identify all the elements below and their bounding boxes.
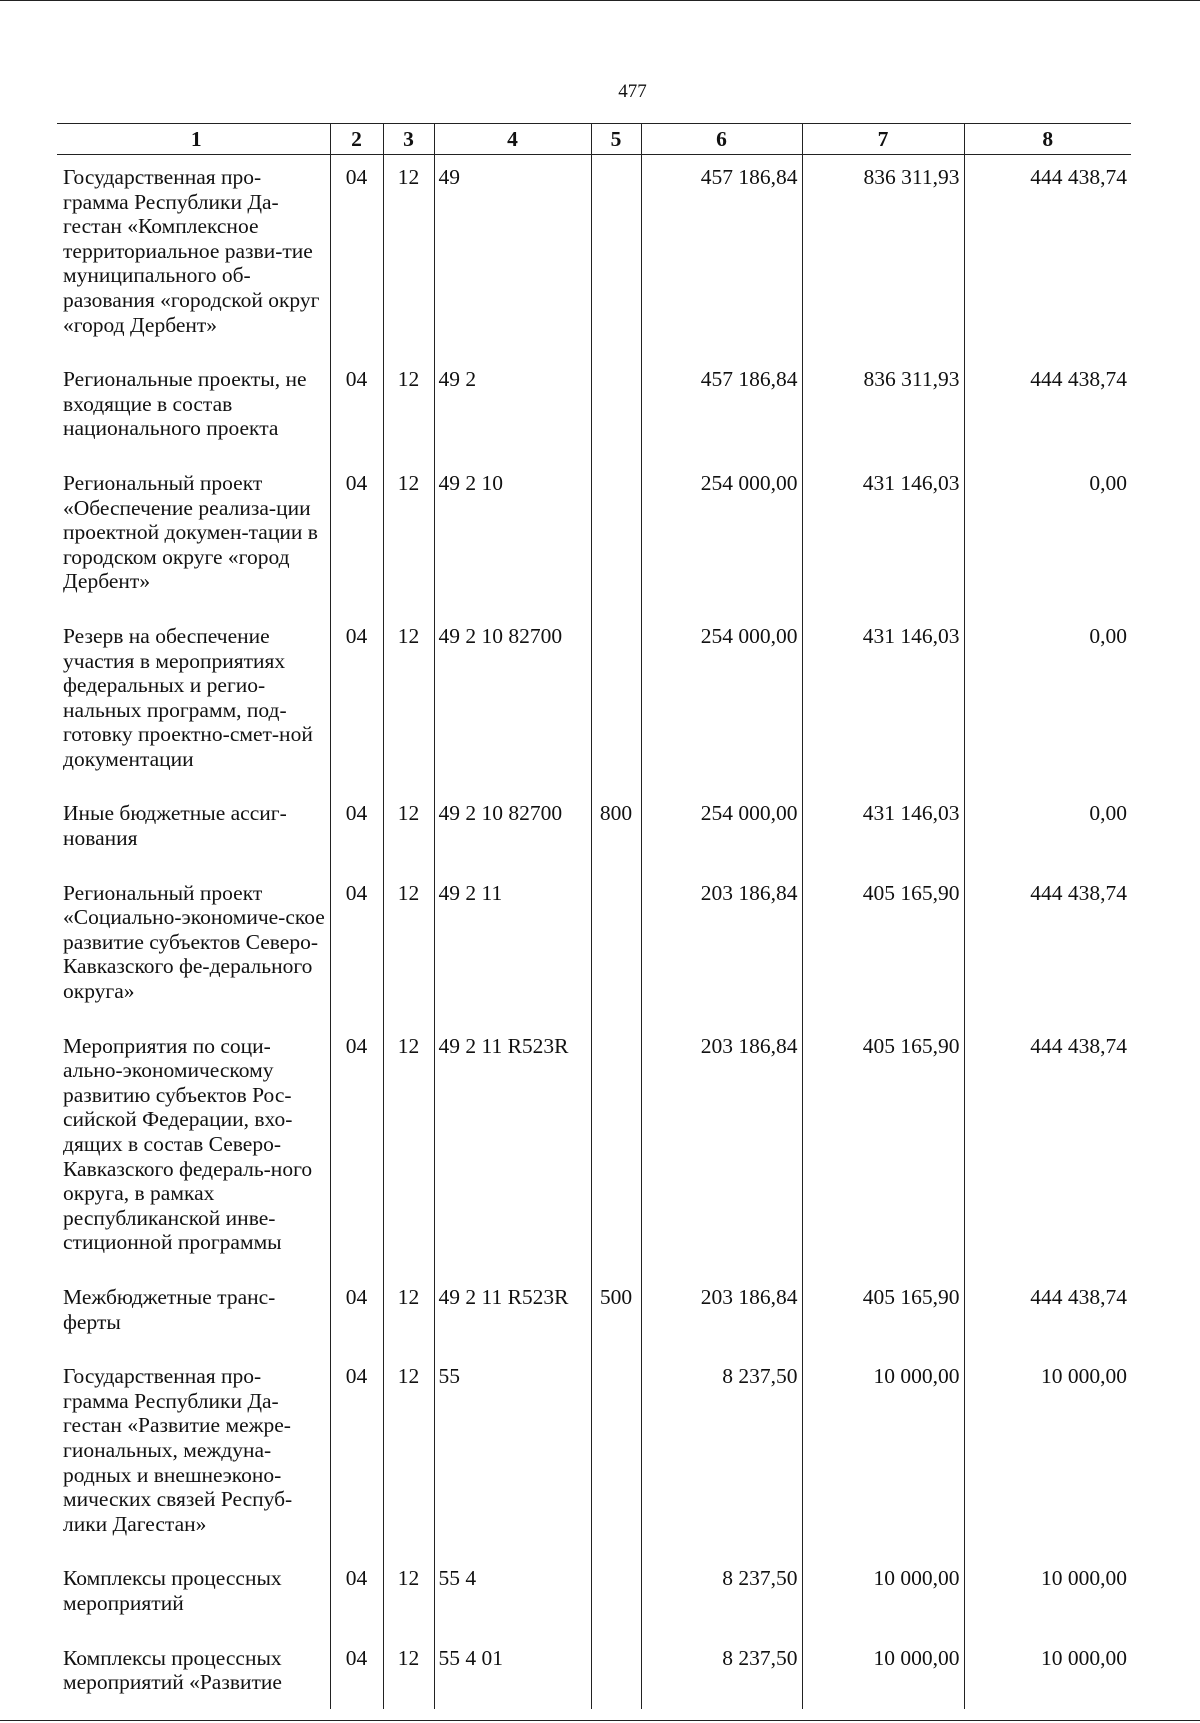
- cell-amount-7: 431 146,03: [802, 791, 964, 870]
- row-name: Региональный проект «Обеспечение реализа-ции проектной докумен-тации в городском округе «город Дербент»: [63, 470, 318, 594]
- cell-target-code: 49 2 10 82700: [434, 614, 591, 792]
- cell-target-code: 49 2 11 R523R: [434, 1275, 591, 1354]
- page-bottom-edge: [0, 1720, 1200, 1721]
- row-name: Региональный проект «Социально-экономиче-ское развитие субъектов Северо-Кавказского фе-дерального округа»: [63, 880, 325, 1004]
- cell-expense-type: 800: [591, 791, 641, 870]
- row-name: Межбюджетные транс-ферты: [63, 1284, 276, 1334]
- row-name: Региональные проекты, не входящие в состав национального проекта: [63, 367, 307, 441]
- cell-amount-8: 0,00: [964, 461, 1131, 614]
- table-row: [57, 1275, 1131, 1354]
- cell-amount-6: 254 000,00: [641, 791, 802, 870]
- column-header: 7: [802, 124, 964, 155]
- cell-subsection: 12: [383, 1556, 434, 1635]
- column-header: 3: [383, 124, 434, 155]
- table-header-row: [57, 124, 1131, 155]
- cell-amount-8: 444 438,74: [964, 155, 1131, 358]
- column-header: 1: [57, 124, 330, 155]
- cell-target-code: 55 4 01: [434, 1636, 591, 1709]
- cell-amount-8: 444 438,74: [964, 1275, 1131, 1354]
- row-name: Государственная про-грамма Республики Да-гестан «Развитие межре-гиональных, междуна-родных и внешнеэконо-мических связей Респуб-лики Дагестан»: [63, 1364, 293, 1536]
- cell-expense-type: [591, 1354, 641, 1556]
- cell-subsection: 12: [383, 871, 434, 1024]
- cell-amount-8: 444 438,74: [964, 1024, 1131, 1275]
- column-header: 2: [330, 124, 383, 155]
- cell-amount-6: 8 237,50: [641, 1354, 802, 1556]
- cell-amount-6: 203 186,84: [641, 1024, 802, 1275]
- cell-amount-6: 203 186,84: [641, 871, 802, 1024]
- cell-subsection: 12: [383, 1275, 434, 1354]
- row-name: Комплексы процессных мероприятий: [63, 1566, 282, 1615]
- cell-expense-type: [591, 357, 641, 461]
- cell-amount-6: 8 237,50: [641, 1636, 802, 1709]
- table-row: [57, 357, 1131, 461]
- cell-subsection: 12: [383, 791, 434, 870]
- table-row: [57, 461, 1131, 614]
- cell-section: 04: [330, 1354, 383, 1556]
- cell-subsection: 12: [383, 1354, 434, 1556]
- cell-target-code: 55 4: [434, 1556, 591, 1635]
- cell-amount-7: 836 311,93: [802, 357, 964, 461]
- table-row: [57, 871, 1131, 1024]
- cell-amount-7: 431 146,03: [802, 614, 964, 792]
- cell-target-code: 49: [434, 155, 591, 358]
- cell-section: 04: [330, 791, 383, 870]
- cell-amount-8: 10 000,00: [964, 1636, 1131, 1709]
- cell-subsection: 12: [383, 461, 434, 614]
- cell-amount-7: 405 165,90: [802, 1275, 964, 1354]
- cell-section: 04: [330, 1275, 383, 1354]
- cell-amount-6: 254 000,00: [641, 461, 802, 614]
- cell-amount-8: 0,00: [964, 614, 1131, 792]
- cell-amount-8: 0,00: [964, 791, 1131, 870]
- cell-section: 04: [330, 357, 383, 461]
- page-number: 477: [618, 81, 647, 102]
- table-row: [57, 791, 1131, 870]
- cell-target-code: 49 2 11: [434, 871, 591, 1024]
- cell-amount-6: 254 000,00: [641, 614, 802, 792]
- column-header: 8: [964, 124, 1131, 155]
- cell-section: 04: [330, 1556, 383, 1635]
- cell-amount-7: 10 000,00: [802, 1354, 964, 1556]
- cell-amount-8: 10 000,00: [964, 1354, 1131, 1556]
- cell-expense-type: [591, 1024, 641, 1275]
- cell-expense-type: 500: [591, 1275, 641, 1354]
- cell-section: 04: [330, 614, 383, 792]
- cell-subsection: 12: [383, 614, 434, 792]
- table-row: [57, 1354, 1131, 1556]
- cell-amount-6: 457 186,84: [641, 155, 802, 358]
- row-name: Резерв на обеспечение участия в мероприятиях федеральных и регио-нальных программ, под-готовку проектно-смет-ной документации: [63, 623, 313, 771]
- cell-expense-type: [591, 871, 641, 1024]
- row-name: Государственная про-грамма Республики Да-гестан «Комплексное территориальное разви-тие муниципального об-разования «городской округ «город Дербент»: [63, 165, 320, 337]
- column-header: 4: [434, 124, 591, 155]
- cell-amount-7: 405 165,90: [802, 871, 964, 1024]
- cell-amount-7: 10 000,00: [802, 1636, 964, 1709]
- row-name: Иные бюджетные ассиг-нования: [63, 801, 287, 851]
- table-row: [57, 1636, 1131, 1709]
- cell-section: 04: [330, 155, 383, 358]
- cell-amount-8: 10 000,00: [964, 1556, 1131, 1635]
- cell-expense-type: [591, 155, 641, 358]
- cell-expense-type: [591, 1636, 641, 1709]
- table-row: [57, 1024, 1131, 1275]
- cell-target-code: 49 2 10 82700: [434, 791, 591, 870]
- cell-section: 04: [330, 1636, 383, 1709]
- page-top-edge: [0, 0, 1200, 1]
- cell-subsection: 12: [383, 1636, 434, 1709]
- cell-subsection: 12: [383, 1024, 434, 1275]
- cell-amount-7: 836 311,93: [802, 155, 964, 358]
- cell-expense-type: [591, 1556, 641, 1635]
- cell-target-code: 49 2 10: [434, 461, 591, 614]
- cell-amount-8: 444 438,74: [964, 871, 1131, 1024]
- cell-subsection: 12: [383, 357, 434, 461]
- cell-section: 04: [330, 871, 383, 1024]
- cell-section: 04: [330, 461, 383, 614]
- cell-target-code: 55: [434, 1354, 591, 1556]
- table-row: [57, 1556, 1131, 1635]
- cell-subsection: 12: [383, 155, 434, 358]
- cell-amount-7: 10 000,00: [802, 1556, 964, 1635]
- cell-section: 04: [330, 1024, 383, 1275]
- cell-amount-6: 8 237,50: [641, 1556, 802, 1635]
- cell-amount-6: 203 186,84: [641, 1275, 802, 1354]
- cell-amount-7: 431 146,03: [802, 461, 964, 614]
- cell-target-code: 49 2: [434, 357, 591, 461]
- column-header: 6: [641, 124, 802, 155]
- table-row: [57, 155, 1131, 358]
- row-name: Мероприятия по соци-ально-экономическому развитию субъектов Рос-сийской Федерации, вхо-дящих в состав Северо-Кавказского федераль-ного округа, в рамках республиканской инве-стиционной программы: [63, 1033, 313, 1255]
- cell-amount-6: 457 186,84: [641, 357, 802, 461]
- cell-amount-8: 444 438,74: [964, 357, 1131, 461]
- table-row: [57, 614, 1131, 792]
- cell-amount-7: 405 165,90: [802, 1024, 964, 1275]
- budget-table: [57, 123, 1131, 1709]
- cell-target-code: 49 2 11 R523R: [434, 1024, 591, 1275]
- cell-expense-type: [591, 614, 641, 792]
- row-name: Комплексы процессных мероприятий «Развитие: [63, 1645, 282, 1695]
- column-header: 5: [591, 124, 641, 155]
- cell-expense-type: [591, 461, 641, 614]
